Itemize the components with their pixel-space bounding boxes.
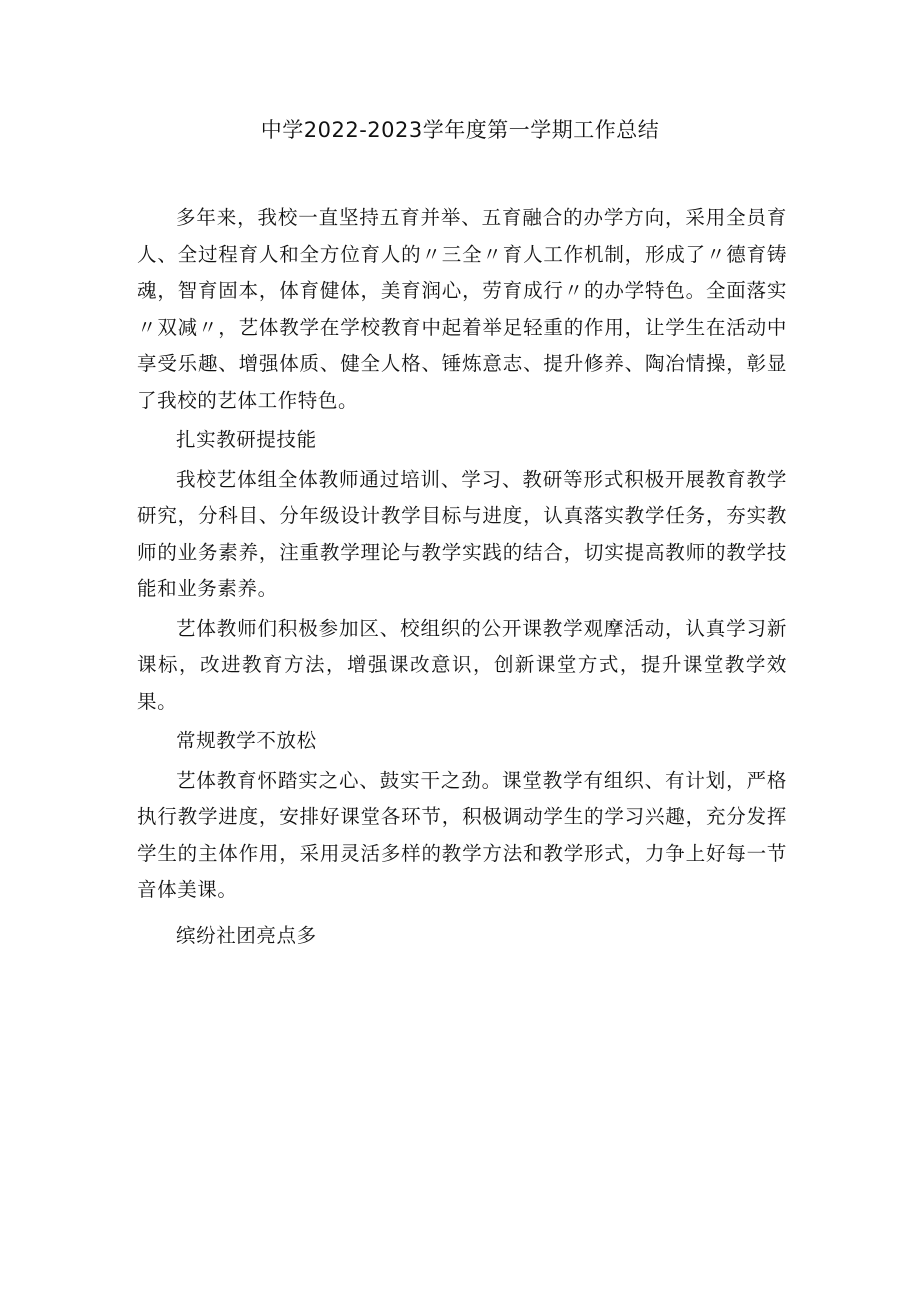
document-title: 中学2022-2023学年度第一学期工作总结 xyxy=(260,118,660,142)
section-paragraph-routine-teaching-1: 艺体教育怀踏实之心、鼓实干之劲。课堂教学有组织、有计划，严格执行教学进度，安排好课堂各环节，积极调动学生的学习兴趣，充分发挥学生的主体作用，采用灵活多样的教学方法和教学形式，力争上好每一节音体美课。 xyxy=(137,768,787,901)
section-paragraph-teaching-research-1: 我校艺体组全体教师通过培训、学习、教研等形式积极开展教育教学研究，分科目、分年级设计教学目标与进度，认真落实教学任务，夯实教师的业务素养，注重教学理论与教学实践的结合，切实提高教师的教学技能和业务素养。 xyxy=(137,467,787,600)
intro-paragraph: 多年来，我校一直坚持五育并举、五育融合的办学方向，采用全员育人、全过程育人和全方位育人的〃三全〃育人工作机制，形成了〃德育铸魂，智育固本，体育健体，美育润心，劳育成行〃的办学特色。全面落实〃双减〃，艺体教学在学校教育中起着举足轻重的作用，让学生在活动中享受乐趣、增强体质、健全人格、锤炼意志、提升修养、陶冶情操，彰显了我校的艺体工作特色。 xyxy=(137,206,787,412)
document-body xyxy=(137,200,787,954)
section-heading-routine-teaching: 常规教学不放松 xyxy=(176,729,317,752)
section-heading-teaching-research: 扎实教研提技能 xyxy=(176,428,317,451)
section-paragraph-teaching-research-2: 艺体教师们积极参加区、校组织的公开课教学观摩活动，认真学习新课标，改进教育方法，增强课改意识，创新课堂方式，提升课堂教学效果。 xyxy=(137,616,787,713)
section-heading-clubs: 缤纷社团亮点多 xyxy=(176,923,317,947)
